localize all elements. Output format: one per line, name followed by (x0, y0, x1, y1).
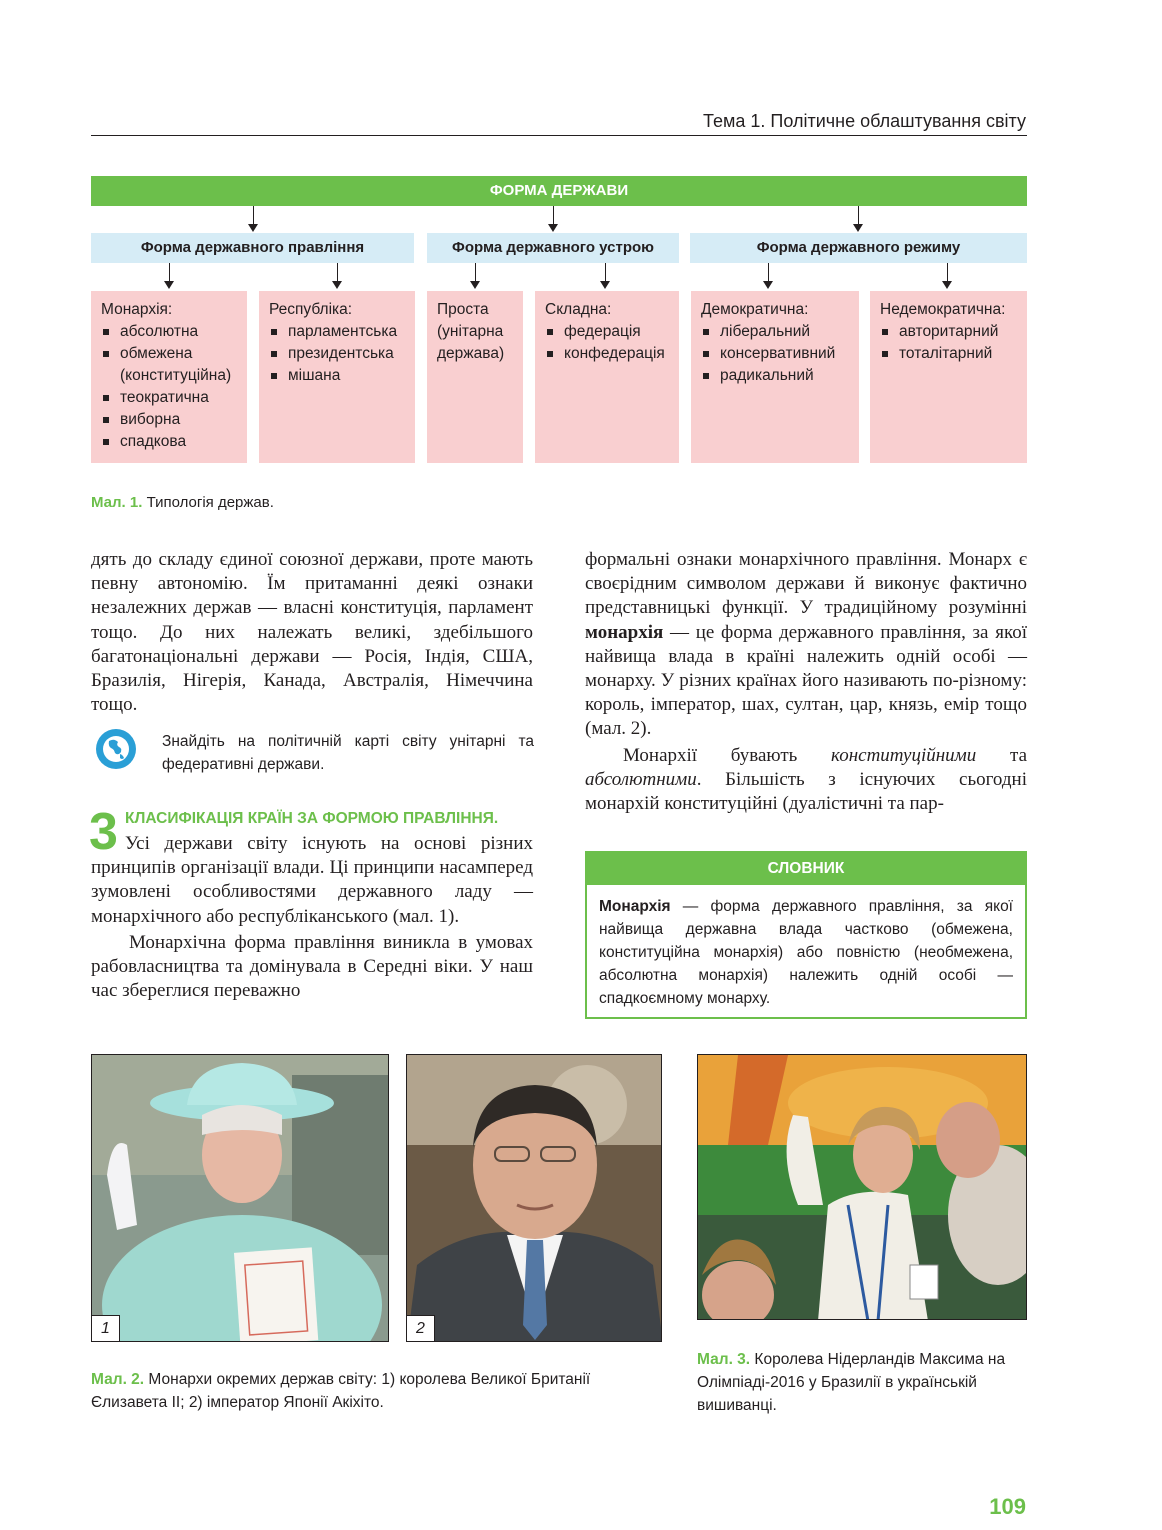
section-heading: КЛАСИФІКАЦІЯ КРАЇН ЗА ФОРМОЮ ПРАВЛІННЯ. (125, 810, 499, 827)
arrow-down-icon (942, 281, 952, 289)
box-simple-state (427, 291, 523, 463)
connector-line (947, 263, 948, 283)
list-item: парламентська (269, 321, 415, 343)
figure-3-caption (697, 1348, 1027, 1417)
box-republic (259, 291, 415, 463)
connector-line (169, 263, 170, 283)
term-italic: абсолютними (585, 768, 697, 790)
arrow-down-icon (853, 224, 863, 232)
term-bold: монархія (585, 621, 664, 643)
caption-text: Королева Нідерландів Максима на Олімпіаді-2016 у Бразилії в українській вишиванці. (697, 1351, 1006, 1414)
connector-line (605, 263, 606, 283)
connector-line (768, 263, 769, 283)
connector-line (858, 206, 859, 226)
glossary-definition: — форма державного правління, за якої найвища державна влада частково (обмежена, конституційна монархія) або повністю (необмежена, абсолютна монархія) належить одній особі — спадкоємному монарху. (599, 898, 1013, 1007)
category-state-structure: Форма державного устрою (427, 233, 679, 263)
list-item: спадкова (101, 431, 247, 453)
text-run: та (976, 744, 1028, 766)
category-government-form: Форма державного правління (91, 233, 414, 263)
list-item: федерація (545, 321, 679, 343)
connector-line (553, 206, 554, 226)
connector-line (253, 206, 254, 226)
globe-icon (95, 728, 137, 770)
photo-emperor-akihito (406, 1054, 662, 1342)
list-item: виборна (101, 409, 247, 431)
page-header-title: Тема 1. Політичне облаштування світу (703, 111, 1026, 131)
box-democratic (691, 291, 859, 463)
header-divider (91, 135, 1027, 136)
arrow-down-icon (248, 224, 258, 232)
emperor-photo-illustration (407, 1055, 662, 1342)
list-item: теократична (101, 387, 247, 409)
list-item: радикальний (701, 365, 859, 387)
list-item: конфедерація (545, 343, 679, 365)
caption-text: Типологія держав. (146, 494, 274, 511)
arrow-down-icon (164, 281, 174, 289)
box-non-democratic (870, 291, 1027, 463)
glossary-box (585, 851, 1027, 1019)
box-monarchy (91, 291, 247, 463)
section-text (91, 832, 533, 1003)
glossary-title: СЛОВНИК (587, 853, 1025, 885)
diagram-root-label: ФОРМА ДЕРЖАВИ (91, 176, 1027, 206)
box-title: Республіка: (269, 301, 353, 318)
connector-line (475, 263, 476, 283)
paragraph: Монархічна форма правління виникла в умовах рабовласництва та домінувала в Середні віки. У наш час збереглися переважно (91, 931, 533, 1002)
task-text: Знайдіть на політичній карті світу унітарні та федеративні держави. (162, 733, 534, 773)
connector-line (337, 263, 338, 283)
term-italic: конституційними (831, 744, 977, 766)
box-title: Складна: (545, 301, 612, 318)
photo-number: 1 (92, 1315, 120, 1341)
list-item: президентська (269, 343, 415, 365)
text-run: формальні ознаки монархічного правління. Монарх є своєрідним символом держави й виконує фактично представницькі функції. У традиційному розумінні (585, 549, 1027, 619)
caption-label: Мал. 1. (91, 494, 143, 511)
arrow-down-icon (332, 281, 342, 289)
box-title: Монархія: (101, 301, 173, 318)
arrow-down-icon (548, 224, 558, 232)
arrow-down-icon (470, 281, 480, 289)
caption-label: Мал. 3. (697, 1351, 751, 1368)
category-state-regime: Форма державного режиму (690, 233, 1027, 263)
queen-photo-illustration (92, 1055, 389, 1342)
list-item: тоталітарний (880, 343, 1027, 365)
paragraph: дять до складу єдиної союзної держави, проте мають певну автономію. Їм притаманні деякі ознаки незалежних держав — власні конституція, парламент тощо. До них належать великі, здебільшого багатонаціональні держави — Росія, Індія, США, Бразилія, Нігерія, Канада, Австралія, Німеччина тощо. (91, 549, 533, 716)
section-number: 3 (89, 803, 118, 861)
right-column-text (585, 548, 1027, 816)
photo-number: 2 (407, 1315, 435, 1341)
figure-2-caption (91, 1368, 651, 1414)
glossary-term: Монархія (599, 898, 671, 915)
list-item: мішана (269, 365, 415, 387)
box-complex-state (535, 291, 679, 463)
page-number: 109 (989, 1494, 1026, 1519)
maxima-photo-illustration (698, 1055, 1027, 1320)
box-title: Недемократична: (880, 301, 1006, 318)
arrow-down-icon (763, 281, 773, 289)
paragraph (585, 548, 1027, 742)
list-item: ліберальний (701, 321, 859, 343)
arrow-down-icon (600, 281, 610, 289)
box-title: Проста (унітарна держава) (437, 301, 505, 362)
photo-queen-elizabeth (91, 1054, 389, 1342)
paragraph: Усі держави світу існують на основі різних принципів організації влади. Ці принципи насамперед зумовлені особливостями державного ладу — монархічного або республіканського (мал. 1). (91, 833, 533, 927)
text-run: — це форма державного правління, за якої найвища влада в країні належить одній особі — монарху. У різних країнах його називають по-різному: король, імператор, шах, султан, цар, князь, емір тощо (мал. 2). (585, 621, 1027, 740)
glossary-body (587, 885, 1025, 1010)
list-item: абсолютна (101, 321, 247, 343)
figure-1-caption (91, 494, 274, 511)
box-title: Демократична: (701, 301, 809, 318)
text-run: . Більшість з існуючих сьогодні монархій конституційні (дуалістичні та пар- (585, 768, 1027, 815)
photo-queen-maxima (697, 1054, 1027, 1320)
caption-label: Мал. 2. (91, 1371, 145, 1388)
text-run: Монархії бувають (623, 744, 832, 766)
left-column-text (91, 548, 533, 717)
paragraph (585, 744, 1027, 817)
list-item: авторитарний (880, 321, 1027, 343)
list-item: обмежена (конституційна) (101, 343, 245, 387)
list-item: консервативний (701, 343, 859, 365)
caption-text: Монархи окремих держав світу: 1) королева Великої Британії Єлизавета II; 2) імператор Японії Акіхіто. (91, 1371, 591, 1411)
